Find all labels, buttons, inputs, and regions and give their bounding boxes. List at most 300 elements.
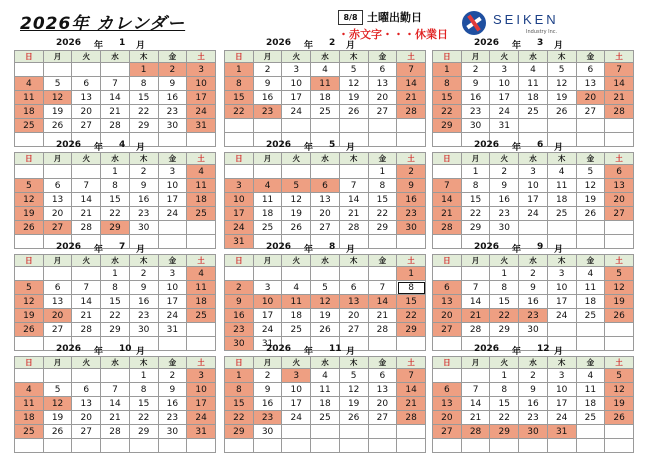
day-cell: 8: [490, 383, 519, 397]
day-cell: 27: [43, 323, 72, 337]
day-cell: 24: [187, 105, 216, 119]
week-row: [225, 221, 426, 235]
weekday-header: 土: [605, 51, 634, 63]
day-cell: 23: [397, 207, 426, 221]
month-1: [14, 38, 216, 147]
day-cell: 18: [311, 91, 340, 105]
month-header: [432, 140, 634, 152]
day-cell: 10: [225, 193, 254, 207]
empty-cell: [43, 369, 72, 383]
week-row: [15, 63, 216, 77]
empty-cell: [187, 221, 216, 235]
empty-cell: [225, 267, 254, 281]
month-header-year: 2026: [474, 140, 500, 150]
day-cell: 25: [547, 207, 576, 221]
weekday-header: 水: [101, 153, 130, 165]
empty-cell: [339, 439, 368, 453]
day-cell: 5: [311, 281, 340, 295]
weekday-header: 月: [43, 255, 72, 267]
weekday-header: 金: [158, 255, 187, 267]
day-cell: 19: [15, 309, 44, 323]
day-cell: 21: [397, 91, 426, 105]
day-cell: 30: [490, 221, 519, 235]
day-cell: 1: [129, 369, 158, 383]
weekday-header: 月: [43, 153, 72, 165]
empty-cell: [43, 439, 72, 453]
day-cell: 2: [490, 165, 519, 179]
empty-cell: [576, 221, 605, 235]
week-row: [15, 323, 216, 337]
day-cell: 16: [129, 193, 158, 207]
month-11: [224, 344, 426, 453]
empty-cell: [15, 165, 44, 179]
day-cell: 4: [519, 63, 548, 77]
week-row: [433, 119, 634, 133]
day-cell: 6: [368, 63, 397, 77]
day-cell: 9: [519, 383, 548, 397]
week-row: [433, 267, 634, 281]
month-header-month: 10: [119, 344, 132, 354]
day-cell: 10: [547, 383, 576, 397]
month-12: [432, 344, 634, 453]
empty-cell: [225, 439, 254, 453]
day-cell: 12: [15, 193, 44, 207]
week-row: [15, 179, 216, 193]
day-cell: 4: [311, 63, 340, 77]
day-cell: 1: [101, 165, 130, 179]
day-cell: 14: [605, 77, 634, 91]
empty-cell: [158, 221, 187, 235]
week-row: [15, 267, 216, 281]
page-title: 2026年 カレンダー: [20, 14, 186, 34]
week-row: [433, 439, 634, 453]
month-table: [432, 254, 634, 351]
week-row: [15, 309, 216, 323]
day-cell: 20: [43, 207, 72, 221]
day-cell: 3: [158, 267, 187, 281]
day-cell: 21: [605, 91, 634, 105]
day-cell: 21: [433, 207, 462, 221]
empty-cell: [519, 439, 548, 453]
day-cell: 14: [339, 193, 368, 207]
weekday-header: 木: [339, 153, 368, 165]
month-header-tsuki: 月: [346, 245, 356, 255]
day-cell: 17: [158, 193, 187, 207]
day-cell: 31: [490, 119, 519, 133]
week-row: [15, 425, 216, 439]
day-cell: 5: [339, 63, 368, 77]
day-cell: 15: [461, 193, 490, 207]
day-cell: 22: [101, 309, 130, 323]
day-cell: 22: [490, 411, 519, 425]
day-cell: 4: [282, 281, 311, 295]
month-table: [14, 152, 216, 249]
weekday-header: 土: [397, 153, 426, 165]
day-cell: 27: [311, 221, 340, 235]
day-cell: 22: [129, 411, 158, 425]
month-header-nen: 年: [304, 347, 314, 357]
day-cell: 3: [282, 63, 311, 77]
weekday-header: 金: [576, 51, 605, 63]
empty-cell: [433, 165, 462, 179]
day-cell: 17: [547, 295, 576, 309]
weekday-header: 木: [547, 357, 576, 369]
empty-cell: [433, 439, 462, 453]
day-cell: 30: [519, 425, 548, 439]
weekday-header: 水: [311, 153, 340, 165]
day-cell: 18: [253, 207, 282, 221]
day-cell: 13: [339, 295, 368, 309]
weekday-header: 木: [339, 357, 368, 369]
weekday-header: 火: [282, 255, 311, 267]
month-header-nen: 年: [304, 143, 314, 153]
day-cell: 2: [158, 369, 187, 383]
week-row: [225, 397, 426, 411]
weekday-header: 月: [253, 255, 282, 267]
month-5: [224, 140, 426, 249]
day-cell: 13: [43, 193, 72, 207]
empty-cell: [282, 119, 311, 133]
day-cell: 25: [311, 105, 340, 119]
weekday-header: 火: [490, 255, 519, 267]
day-cell: 5: [605, 369, 634, 383]
day-cell: 9: [129, 179, 158, 193]
day-cell: 3: [187, 369, 216, 383]
day-cell: 15: [397, 295, 426, 309]
empty-cell: [433, 369, 462, 383]
day-cell: 11: [576, 383, 605, 397]
day-cell: 31: [187, 119, 216, 133]
empty-cell: [547, 221, 576, 235]
month-table: [14, 254, 216, 351]
week-row: [15, 295, 216, 309]
empty-cell: [43, 63, 72, 77]
day-cell: 23: [253, 105, 282, 119]
day-cell: 4: [253, 179, 282, 193]
day-cell: 3: [282, 369, 311, 383]
day-cell: 21: [72, 207, 101, 221]
month-header-month: 6: [537, 140, 544, 150]
day-cell: 8: [101, 281, 130, 295]
day-cell: 9: [225, 295, 254, 309]
day-cell: 24: [225, 221, 254, 235]
week-row: [433, 105, 634, 119]
day-cell: 26: [15, 221, 44, 235]
empty-cell: [15, 63, 44, 77]
day-cell: 20: [368, 397, 397, 411]
day-cell: 7: [461, 281, 490, 295]
day-cell: 28: [397, 105, 426, 119]
day-cell: 1: [397, 267, 426, 281]
weekday-header: 月: [461, 357, 490, 369]
week-row: [15, 193, 216, 207]
day-cell: 27: [368, 411, 397, 425]
day-cell: 9: [490, 179, 519, 193]
day-cell: 12: [43, 397, 72, 411]
weekday-header: 水: [519, 357, 548, 369]
day-cell: 16: [519, 397, 548, 411]
day-cell: 17: [282, 91, 311, 105]
weekday-header: 火: [72, 51, 101, 63]
day-cell: 14: [72, 193, 101, 207]
day-cell: 1: [368, 165, 397, 179]
month-header-tsuki: 月: [136, 245, 146, 255]
day-cell: 25: [519, 105, 548, 119]
day-cell: 25: [187, 309, 216, 323]
day-cell: 6: [311, 179, 340, 193]
day-cell: 23: [129, 309, 158, 323]
empty-cell: [101, 369, 130, 383]
day-cell: 13: [368, 77, 397, 91]
empty-cell: [101, 439, 130, 453]
day-cell: 30: [461, 119, 490, 133]
weekday-header: 水: [101, 51, 130, 63]
weekday-header: 土: [605, 255, 634, 267]
day-cell: 26: [605, 411, 634, 425]
day-cell: 23: [158, 105, 187, 119]
weekday-header: 金: [158, 357, 187, 369]
day-cell: 9: [158, 77, 187, 91]
day-cell: 16: [158, 397, 187, 411]
day-cell: 20: [433, 411, 462, 425]
day-cell: 20: [339, 309, 368, 323]
empty-cell: [339, 425, 368, 439]
day-cell: 20: [72, 411, 101, 425]
empty-cell: [282, 165, 311, 179]
month-header: [14, 38, 216, 50]
day-cell: 13: [368, 383, 397, 397]
day-cell: 8: [490, 281, 519, 295]
weekday-header: 金: [158, 153, 187, 165]
day-cell: 26: [605, 309, 634, 323]
day-cell: 3: [547, 267, 576, 281]
day-cell: 13: [433, 397, 462, 411]
day-cell: 10: [282, 77, 311, 91]
day-cell: 29: [368, 221, 397, 235]
weekday-header: 木: [129, 255, 158, 267]
month-header-year: 2026: [474, 344, 500, 354]
empty-cell: [605, 425, 634, 439]
day-cell: 23: [519, 309, 548, 323]
day-cell: 10: [282, 383, 311, 397]
week-row: [225, 193, 426, 207]
empty-cell: [43, 267, 72, 281]
day-cell: 23: [490, 207, 519, 221]
empty-cell: [519, 119, 548, 133]
day-cell: 6: [43, 281, 72, 295]
month-header-year: 2026: [56, 38, 82, 48]
day-cell: 27: [43, 221, 72, 235]
week-row: [15, 77, 216, 91]
day-cell: 14: [72, 295, 101, 309]
day-cell: 11: [282, 295, 311, 309]
day-cell: 13: [433, 295, 462, 309]
week-row: [225, 323, 426, 337]
day-cell: 22: [397, 309, 426, 323]
empty-cell: [576, 425, 605, 439]
day-cell: 25: [576, 411, 605, 425]
empty-cell: [368, 119, 397, 133]
day-cell: 5: [15, 179, 44, 193]
day-cell: 12: [339, 77, 368, 91]
day-cell: 25: [576, 309, 605, 323]
day-cell: 23: [129, 207, 158, 221]
month-3: [432, 38, 634, 147]
day-cell: 5: [282, 179, 311, 193]
day-cell: 19: [339, 91, 368, 105]
day-cell: 8: [101, 179, 130, 193]
empty-cell: [43, 165, 72, 179]
day-cell: 22: [129, 105, 158, 119]
day-cell: 7: [339, 179, 368, 193]
day-cell: 22: [101, 207, 130, 221]
weekday-header: 土: [397, 357, 426, 369]
month-7: [14, 242, 216, 351]
day-cell: 9: [253, 77, 282, 91]
day-cell: 12: [605, 383, 634, 397]
empty-cell: [72, 369, 101, 383]
day-cell: 10: [547, 281, 576, 295]
day-cell: 4: [15, 77, 44, 91]
weekday-header: 月: [253, 357, 282, 369]
day-cell: 6: [72, 383, 101, 397]
month-table: [224, 50, 426, 147]
day-cell: 16: [397, 193, 426, 207]
month-table: [224, 254, 426, 351]
day-cell: 6: [433, 383, 462, 397]
empty-cell: [576, 439, 605, 453]
day-cell: 13: [43, 295, 72, 309]
day-cell: 4: [15, 383, 44, 397]
day-cell: 23: [253, 411, 282, 425]
month-table: [14, 50, 216, 147]
day-cell: 14: [101, 91, 130, 105]
day-cell: 11: [519, 77, 548, 91]
day-cell: 2: [225, 281, 254, 295]
weekday-header: 土: [397, 51, 426, 63]
empty-cell: [605, 119, 634, 133]
day-cell: 24: [519, 207, 548, 221]
weekday-header: 火: [490, 51, 519, 63]
day-cell: 1: [490, 267, 519, 281]
legend-holiday-label: ・赤文字・・・休業日: [338, 28, 448, 41]
week-row: [225, 411, 426, 425]
month-header-nen: 年: [304, 245, 314, 255]
day-cell: 25: [311, 411, 340, 425]
day-cell: 14: [101, 397, 130, 411]
week-row: [433, 193, 634, 207]
weekday-header: 木: [339, 51, 368, 63]
empty-cell: [158, 439, 187, 453]
day-cell: 23: [519, 411, 548, 425]
weekday-header: 土: [187, 51, 216, 63]
empty-cell: [461, 439, 490, 453]
day-cell: 18: [15, 105, 44, 119]
day-cell: 14: [397, 77, 426, 91]
day-cell: 26: [15, 323, 44, 337]
day-cell: 19: [576, 193, 605, 207]
day-cell: 25: [187, 207, 216, 221]
day-cell: 15: [490, 295, 519, 309]
day-cell: 18: [576, 397, 605, 411]
month-header-month: 5: [329, 140, 336, 150]
week-row: [433, 411, 634, 425]
day-cell: 19: [43, 411, 72, 425]
empty-cell: [397, 119, 426, 133]
day-cell: 5: [576, 165, 605, 179]
weekday-header: 月: [253, 51, 282, 63]
day-cell: 30: [158, 425, 187, 439]
day-cell: 10: [187, 77, 216, 91]
day-cell: 18: [187, 295, 216, 309]
month-header-tsuki: 月: [136, 41, 146, 51]
day-cell: 27: [576, 105, 605, 119]
weekday-header: 日: [225, 255, 254, 267]
weekday-header: 日: [433, 153, 462, 165]
day-cell: 3: [225, 179, 254, 193]
month-header-tsuki: 月: [554, 347, 564, 357]
day-cell: 7: [101, 383, 130, 397]
month-header: [224, 140, 426, 152]
week-row: [225, 63, 426, 77]
month-6: [432, 140, 634, 249]
weekday-header: 日: [433, 357, 462, 369]
week-row: [225, 425, 426, 439]
day-cell: 27: [72, 425, 101, 439]
day-cell: 16: [225, 309, 254, 323]
day-cell: 18: [15, 411, 44, 425]
day-cell: 12: [605, 281, 634, 295]
day-cell: 15: [433, 91, 462, 105]
day-cell: 8: [225, 77, 254, 91]
month-table: [14, 356, 216, 453]
day-cell: 30: [519, 323, 548, 337]
week-row: [225, 281, 426, 295]
day-cell: 9: [461, 77, 490, 91]
day-cell: 5: [43, 77, 72, 91]
day-cell: 21: [339, 207, 368, 221]
day-cell: 2: [519, 267, 548, 281]
week-row: [15, 119, 216, 133]
day-cell: 9: [519, 281, 548, 295]
day-cell: 10: [253, 295, 282, 309]
day-cell: 11: [15, 397, 44, 411]
empty-cell: [311, 425, 340, 439]
day-cell: 1: [129, 63, 158, 77]
weekday-header: 火: [490, 153, 519, 165]
day-cell: 16: [253, 397, 282, 411]
month-header-month: 9: [537, 242, 544, 252]
month-header-nen: 年: [94, 347, 104, 357]
empty-cell: [605, 323, 634, 337]
day-cell: 19: [15, 207, 44, 221]
weekday-header: 火: [282, 153, 311, 165]
day-cell: 19: [547, 91, 576, 105]
week-row: [15, 165, 216, 179]
month-header-tsuki: 月: [346, 347, 356, 357]
day-cell: 6: [72, 77, 101, 91]
weekday-header: 水: [519, 51, 548, 63]
day-cell: 11: [187, 281, 216, 295]
day-cell: 24: [158, 309, 187, 323]
empty-cell: [311, 165, 340, 179]
day-cell: 14: [461, 295, 490, 309]
month-4: [14, 140, 216, 249]
month-header-tsuki: 月: [554, 143, 564, 153]
month-table: [432, 152, 634, 249]
day-cell: 19: [605, 397, 634, 411]
weekday-header: 水: [311, 51, 340, 63]
